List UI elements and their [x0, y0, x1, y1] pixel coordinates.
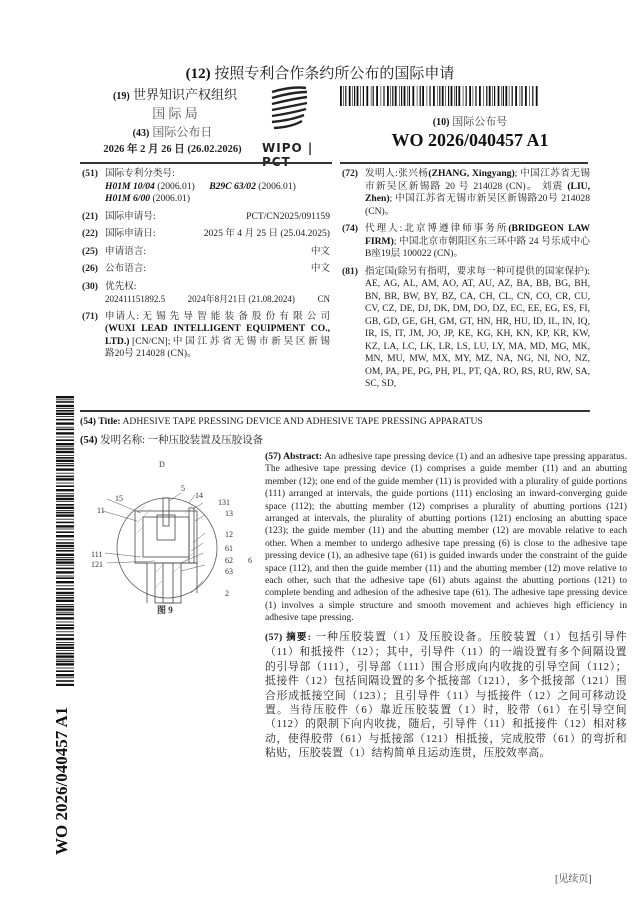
- title-en: (54) Title: ADHESIVE TAPE PRESSING DEVICE AND ADHESIVE TAPE PRESSING APPARATUS: [80, 416, 483, 427]
- fig-label: 131: [218, 498, 230, 507]
- designated-states: (81) 指定国(除另有指明，要求每一种可提供的国家保护): AE, AG, AL, AM, AO, AT, AU, AZ, BA, BB, BG, BH, BN, BR, BW, BY, BZ, CA, CH, CL, CN, CO, CR, CU, CV, CZ, DE, DJ, DK, DM, DO, DZ, EC, EE, EG, ES, FI, GB, GD, GE, GH, GM, GT, HN, HR, HU, ID, IL, IN, IQ, IR, IS, IT, JM, JO, JP, KE, KG, KH, KN, KP, KR, KW, KZ, LA, LC, LK, LR, LS, LU, LY, MA, MD, MG, MK, MN, MU, MW, MX, MY, MZ, NA, NG, NI, NO, NZ, OM, PA, PE, PG, PH, PL, PT, QA, RO, RS, RU, RW, SA, SC, SD,: [342, 265, 590, 389]
- continued-note: [见续页]: [555, 874, 592, 885]
- publication-date: (43) 国际公布日 2026 年 2 月 26 日 (26.02.2026): [103, 125, 242, 155]
- side-barcode: [56, 396, 74, 686]
- applicant: (71) 申请人: 无 锡 先 导 智 能 装 备 股 份 有 限 公 司 (WUXI LEAD INTELLIGENT EQUIPMENT CO., LTD.) [CN/CN]; 中 国 江 苏 省 无 锡 市 新 吴 区 新 锡路20号 214028 (CN)。: [82, 310, 330, 359]
- wipo-pct-logo: WIPO |: [262, 84, 342, 154]
- fig-label: 6: [248, 556, 252, 565]
- abstract-zh: (57) 摘要: 一种压胶装置（1）及压胶设备。压胶装置（1）包括引导件（11）和抵接件（12）；其中，引导件（11）的一端设置有多个间隔设置的引导部（111），引导部（111）围合形成向内收拢的引导空间（112）；抵接件（12）包括间隔设置的多个抵接部（121），多个抵接部（121）围合形成抵接空间（123）；且引导件（11）与抵接件（12）之间可移动设置。当待压胶件（6）靠近压胶装置（1）时，胶带（61）在引导空间（112）的限制下向内收拢，随后，引导件（11）和抵接件（12）相对移动，使得胶带（61）与抵接部（121）相抵接，完成胶带（61）的弯折和粘贴，压胶装置（1）结构简单且运动连贯，压胶效率高。: [265, 631, 627, 760]
- fig-label: 13: [225, 509, 233, 518]
- divider: [80, 410, 590, 412]
- inventors: (72) 发明人:张兴杨(ZHANG, Xingyang); 中国江苏省无锡市新吴区新锡路 20 号 214028 (CN)。 刘震 (LIU, Zhen); 中国江苏省无锡市新吴区新锡路20号 214028 (CN)。: [342, 168, 591, 217]
- fig-label: 12: [225, 530, 233, 539]
- fig-label: 63: [225, 567, 233, 576]
- fig-label: 121: [91, 560, 103, 569]
- side-publication-number: WO 2026/040457 A1: [52, 706, 71, 855]
- divider: [80, 162, 332, 164]
- barcode: [340, 86, 538, 106]
- fig-label: 11: [97, 506, 105, 515]
- priority: (30) 优先权: 202411151892.5 2024年8月21日 (21.08.2024) CN: [82, 280, 330, 304]
- filing-language: (25) 申请语言: 中文: [82, 245, 330, 257]
- title-zh: (54) 发明名称: 一种压胶装置及压胶设备: [80, 435, 264, 446]
- fig-label: 14: [195, 491, 203, 500]
- fig-label: 15: [115, 494, 123, 503]
- fig-label: 111: [91, 550, 103, 559]
- bibliographic-left: [82, 168, 330, 366]
- figure-9: [85, 453, 260, 618]
- ipc-classification: (51) 国际专利分类号: H01M 10/04 (2006.01) B29C 63/02 (2006.01) H01M 6/00 (2006.01): [82, 168, 296, 204]
- figure-caption: 图 9: [157, 605, 173, 615]
- fig-label: 5: [181, 484, 185, 493]
- publication-language: (26) 公布语言: 中文: [82, 263, 330, 274]
- fig-label: 2: [225, 589, 229, 598]
- organization: (19) 世界知识产权组织 国 际 局: [113, 87, 237, 121]
- fig-label: 62: [225, 556, 233, 565]
- bibliographic-right: [342, 168, 590, 396]
- agent: (74) 代理人:北京博遵律师事务所(BRIDGEON LAW FIRM); 中国北京市朝阳区东三环中路 24 号乐成中心B座19层 100022 (CN)。: [342, 223, 590, 259]
- application-date: (22) 国际申请日: 2025 年 4 月 25 日 (25.04.2025): [82, 228, 330, 239]
- divider: [340, 162, 588, 164]
- abstract-en: (57) Abstract: An adhesive tape pressing device (1) and an adhesive tape pressing apparatus. The adhesive tape pressing device (1) comprises a guide member (11) and an abutting member (12); one end of the guide member (11) is provided with a plurality of guide portions (111) arranged at intervals, the guide portions (111) enclosing an inward-converging guide space (112); the abutting member (12) comprises a plurality of abutting portions (121) arranged at intervals, the plurality of abutting portions (121) enclosing an abutting space (123); the guide member (11) and the abutting member (12) are movable relative to each other. When a member to undergo adhesive tape pressing (6) is close to the adhesive tape pressing device (1), an adhesive tape (61) is guided inwards under the constraint of the guide space (112), and then the guide member (11) and the abutting member (12) move relative to each other, such that the adhesive tape (61) abuts against the abutting portions (121) to complete bending and adhesion of the adhesive tape (61). The adhesive tape pressing device (1) involves a simple structure and smooth movement and achieves high efficiency in adhesive tape pressing.: [265, 451, 627, 624]
- publication-number: (10) 国际公布号 WO 2026/040457 A1: [391, 116, 549, 150]
- fig-label: 61: [225, 544, 233, 553]
- application-number: (21) 国际申请号: PCT/CN2025/091159: [82, 210, 330, 222]
- wipo-logo-icon: [262, 84, 342, 136]
- document-type: (12) 按照专利合作条约所公布的国际申请: [185, 66, 455, 82]
- fig-label: D: [159, 460, 165, 469]
